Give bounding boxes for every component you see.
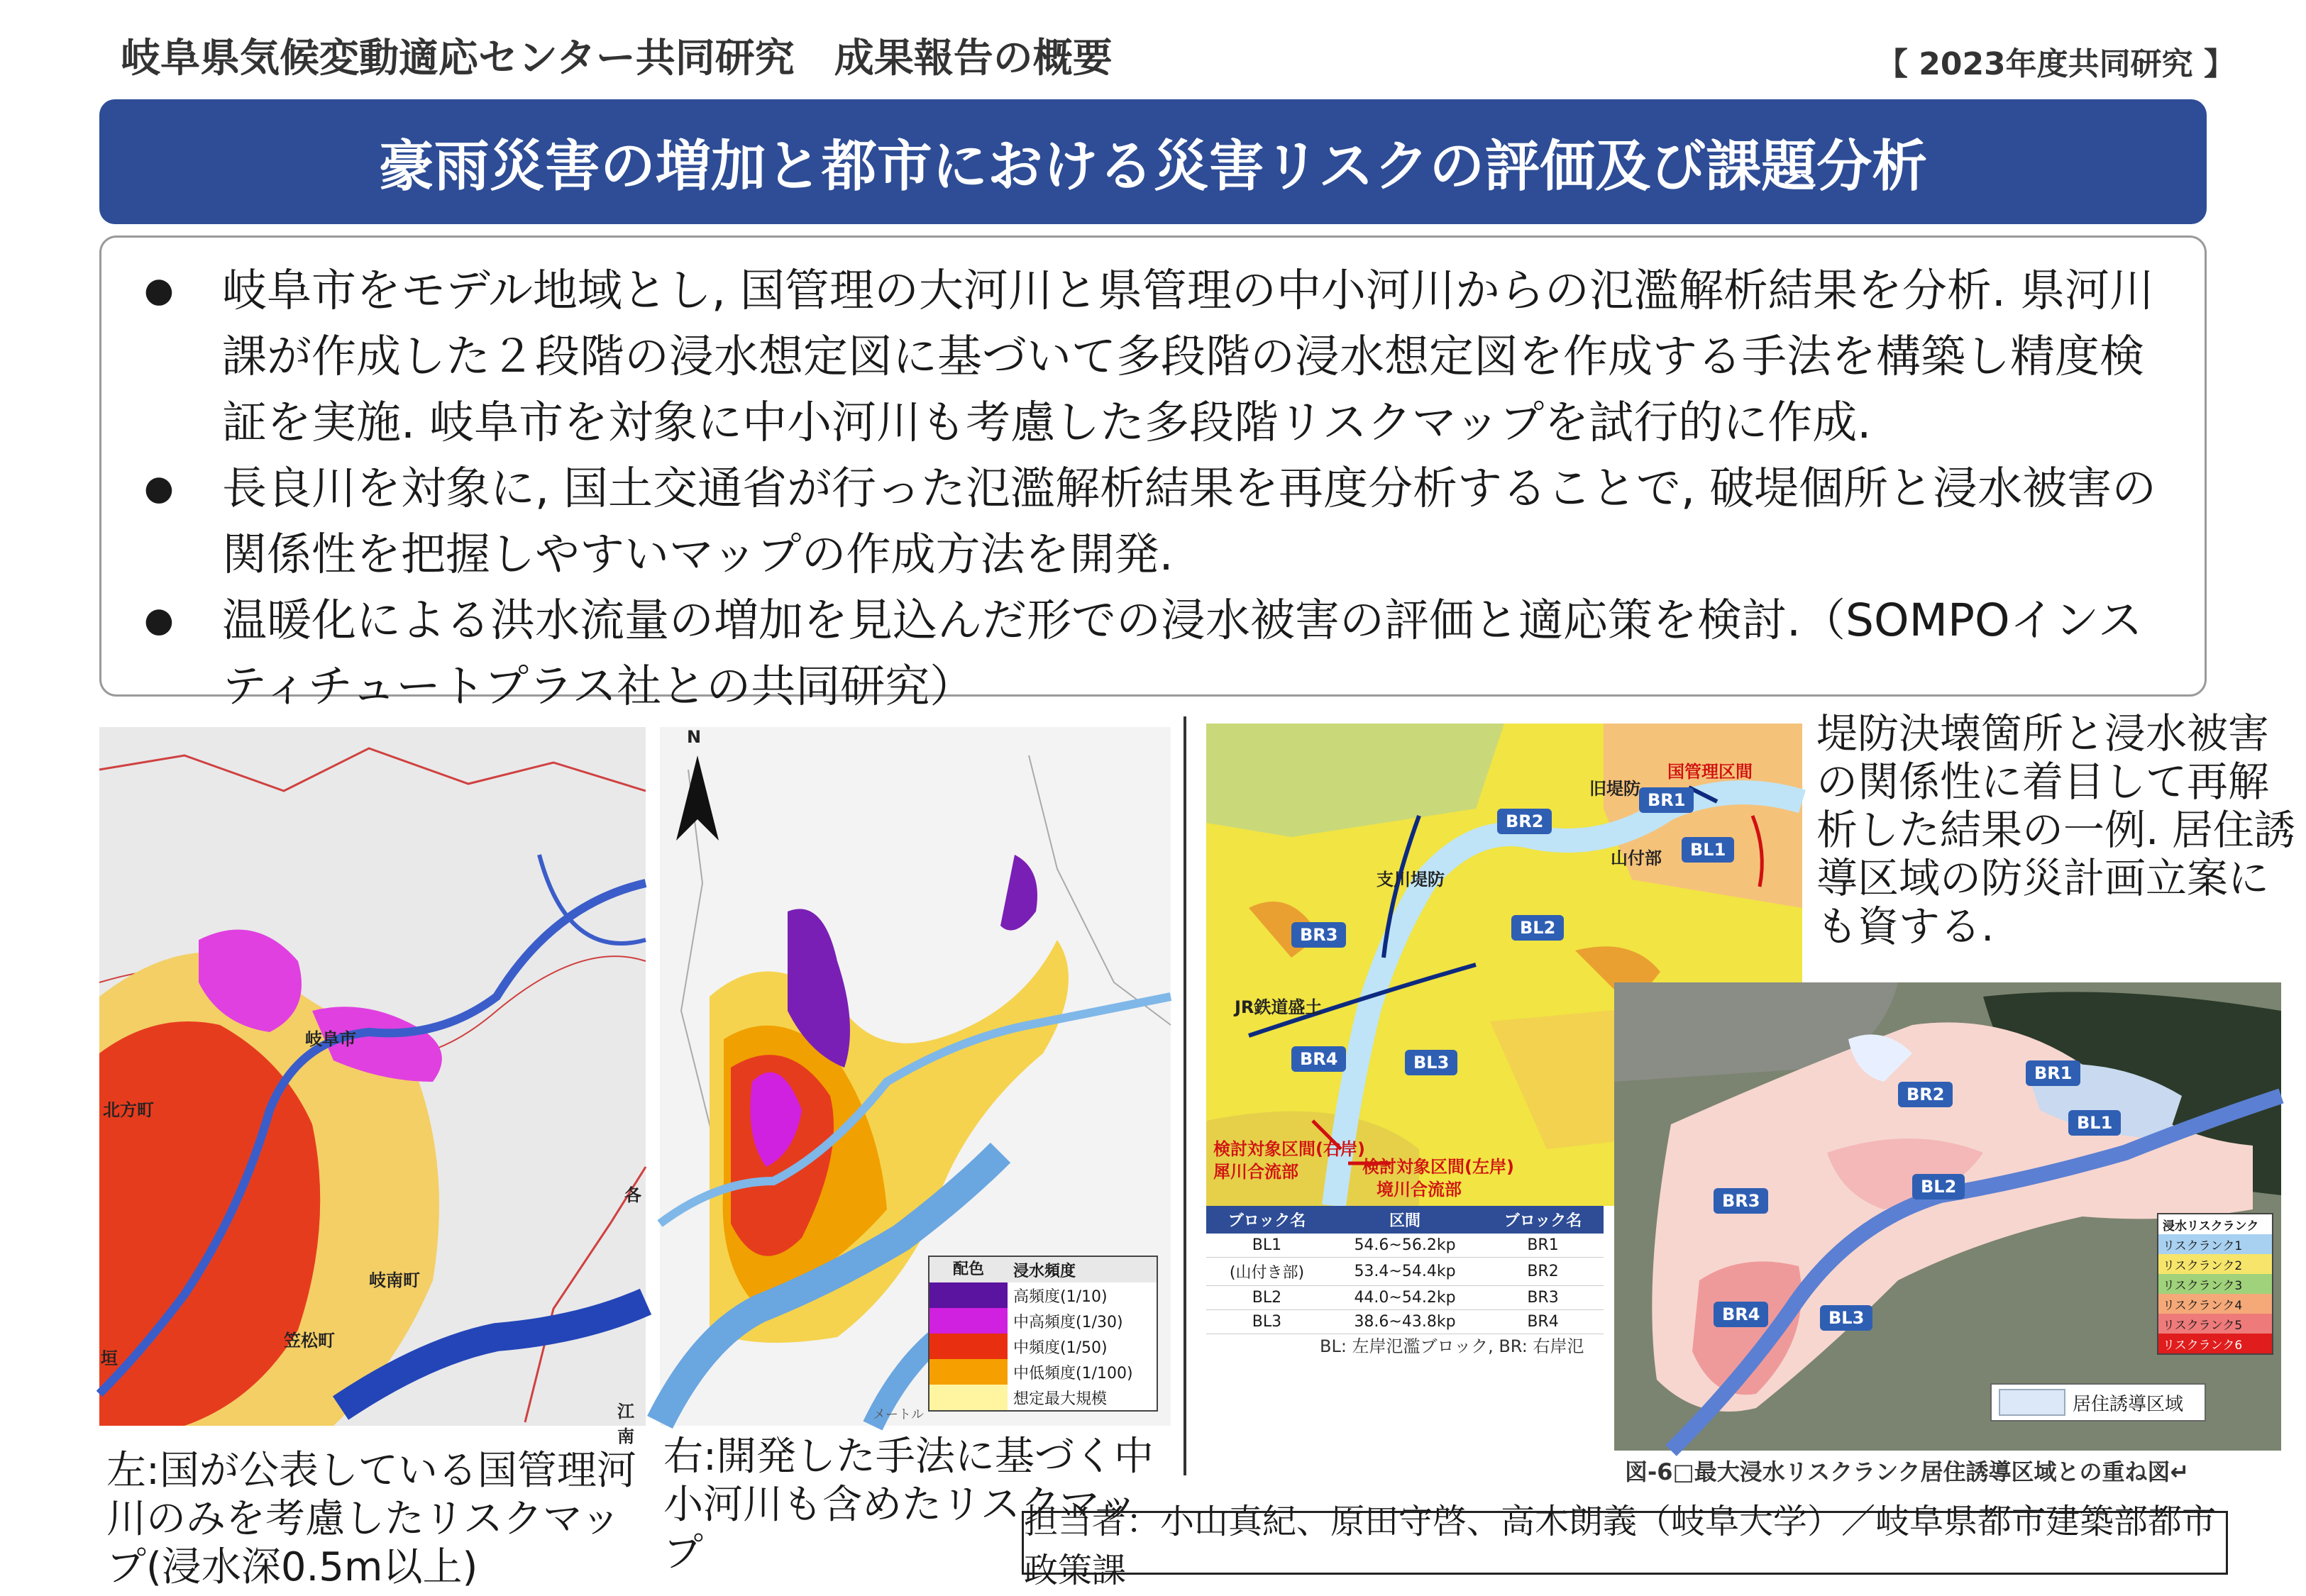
map-national-risk	[99, 727, 646, 1446]
map3-text-target-right: 検討対象区間(右岸)	[1213, 1139, 1365, 1159]
map1-label-kasamatsu: 笠松町	[284, 1331, 335, 1351]
bullet-text: 長良川を対象に, 国土交通省が行った氾濫解析結果を再度分析することで, 破堤個所と浸水被害の関係性を把握しやすいマップの作成方法を開発.	[222, 462, 2157, 580]
table-cell: BR4	[1482, 1310, 1604, 1334]
map1-label-konan: 江南	[617, 1402, 634, 1446]
block-label-bl1: BL1	[1682, 837, 1734, 863]
legend-label: 中頻度(1/50)	[1013, 1339, 1108, 1357]
map1-label-kaku: 各	[624, 1185, 641, 1205]
analysis-note: 堤防決壊箇所と浸水被害の関係性に着目して再解析した結果の一例. 居住誘導区域の防災計画立案にも資する.	[1816, 709, 2295, 951]
risk-legend-row: リスクランク4	[2158, 1294, 2272, 1314]
legend-row	[929, 1308, 1157, 1334]
table-row	[1206, 1258, 1604, 1286]
risk-legend-row: リスクランク3	[2158, 1274, 2272, 1294]
table-header-cell: 区間	[1328, 1206, 1482, 1234]
map1-graphic	[99, 727, 646, 1426]
legend-swatch	[929, 1385, 1008, 1410]
map3-text-sai-confluence: 犀川合流部	[1213, 1162, 1298, 1182]
map1-label-kitagata: 北方町	[103, 1100, 154, 1120]
header-year-badge: 【 2023年度共同研究 】	[1876, 46, 2235, 82]
map3-text-national-section: 国管理区間	[1667, 762, 1753, 782]
legend-swatch	[929, 1308, 1008, 1334]
legend-row	[929, 1282, 1157, 1308]
overlay-block-bl1: BL1	[2068, 1110, 2121, 1136]
legend-row	[929, 1385, 1157, 1410]
scale-label: メートル	[873, 1407, 924, 1422]
map2-caption: 右:開発した手法に基づく中小河川も含めたリスクマップ	[663, 1434, 1154, 1576]
main-title: 豪雨災害の増加と都市における災害リスクの評価及び課題分析	[378, 135, 1928, 199]
risk-legend-row: リスクランク6	[2158, 1334, 2272, 1353]
table-cell: BR2	[1482, 1258, 1604, 1286]
block-table	[1206, 1206, 1604, 1334]
bullet-item	[130, 587, 2162, 719]
risk-legend-title: 浸水リスクランク	[2163, 1219, 2259, 1234]
map3-text-jr-embankment: JR鉄道盛土	[1235, 997, 1323, 1017]
table-header-cell: ブロック名	[1206, 1206, 1328, 1234]
risk-legend-row: リスクランク5	[2158, 1314, 2272, 1334]
block-label-bl3: BL3	[1405, 1050, 1457, 1075]
table-cell: 44.0~54.2kp	[1328, 1286, 1482, 1310]
map1-label-gifu: 岐阜市	[305, 1029, 356, 1049]
title-banner	[99, 99, 2207, 224]
table-cell: 38.6~43.8kp	[1328, 1310, 1482, 1334]
map1-label-kaki: 垣	[101, 1348, 118, 1368]
table-cell: BL2	[1206, 1286, 1328, 1310]
legend-header	[929, 1257, 1157, 1282]
overlay-block-br2: BR2	[1898, 1082, 1953, 1107]
overlay-block-bl3: BL3	[1820, 1305, 1872, 1331]
bullet-text: 温暖化による洪水流量の増加を見込んだ形での浸水被害の評価と適応策を検討.（SOMPOインスティチュートプラス社との共同研究）	[222, 594, 2143, 712]
north-label: N	[687, 727, 702, 747]
summary-box	[99, 235, 2207, 712]
risk-legend-row: リスクランク1	[2158, 1234, 2272, 1254]
legend-label: 中低頻度(1/100)	[1013, 1364, 1133, 1382]
bullet-item	[130, 455, 2162, 587]
overlay-block-br4: BR4	[1714, 1302, 1768, 1327]
table-row	[1206, 1310, 1604, 1334]
legend-header-color: 配色	[952, 1260, 984, 1278]
table-cell: BR1	[1482, 1234, 1604, 1258]
legend-header-frequency: 浸水頻度	[1013, 1262, 1076, 1280]
legend-swatch	[929, 1334, 1008, 1359]
bullet-item	[130, 257, 2162, 455]
legend-label: 中高頻度(1/30)	[1013, 1313, 1123, 1331]
overlay-block-br1: BR1	[2026, 1060, 2080, 1086]
map3-text-sakai-confluence: 境川合流部	[1377, 1180, 1462, 1199]
map1-label-ginan: 岐南町	[369, 1270, 420, 1290]
bullet-text: 岐阜市をモデル地域とし, 国管理の大河川と県管理の中小河川からの氾濫解析結果を分析. 県河川課が作成した２段階の浸水想定図に基づいて多段階の浸水想定図を作成する手法を構築し精度検証を実施. 岐阜市を対象に中小河川も考慮した多段階リスクマップを試行的に作成.	[222, 265, 2154, 448]
table-cell: BL1	[1206, 1234, 1328, 1258]
residential-area-swatch	[1999, 1389, 2065, 1416]
map1-caption: 左:国が公表している国管理河川のみを考慮したリスクマップ(浸水深0.5m以上)	[106, 1448, 636, 1590]
table-header-cell: ブロック名	[1482, 1206, 1604, 1234]
residential-area-label: 居住誘導区域	[2073, 1393, 2184, 1415]
risk-rank-legend	[2157, 1213, 2273, 1355]
table-row	[1206, 1234, 1604, 1258]
header-title: 岐阜県気候変動適応センター共同研究 成果報告の概要	[121, 35, 1113, 82]
map-developed-risk	[660, 727, 1171, 1426]
risk-legend-row: リスクランク2	[2158, 1254, 2272, 1274]
bullet-dot-icon: ●	[144, 468, 174, 508]
table-row	[1206, 1286, 1604, 1310]
contact-box	[1022, 1502, 2228, 1590]
legend-swatch	[929, 1359, 1008, 1385]
table-cell: (山付き部)	[1206, 1258, 1328, 1286]
table-cell: 53.4~54.4kp	[1328, 1258, 1482, 1286]
residential-area-legend	[1990, 1383, 2206, 1422]
map3-text-tributary-levee: 支川堤防	[1377, 870, 1445, 890]
overlay-block-bl2: BL2	[1912, 1174, 1965, 1199]
map3-text-target-left: 検討対象区間(左岸)	[1362, 1157, 1514, 1177]
panel-divider	[1184, 716, 1186, 1475]
map3-text-yamatsuki: 山付部	[1611, 848, 1662, 868]
legend-label: 想定最大規模	[1013, 1390, 1108, 1408]
table-cell: BL3	[1206, 1310, 1328, 1334]
legend-label: 高頻度(1/10)	[1013, 1287, 1108, 1306]
legend-row	[929, 1334, 1157, 1359]
overlay-block-br3: BR3	[1714, 1188, 1768, 1214]
map2-legend	[928, 1256, 1158, 1412]
block-label-br1: BR1	[1639, 787, 1694, 813]
table-header-row	[1206, 1206, 1604, 1234]
block-label-br2: BR2	[1497, 809, 1552, 834]
block-label-br4: BR4	[1291, 1046, 1346, 1072]
table-cell: BR3	[1482, 1286, 1604, 1310]
legend-swatch	[929, 1282, 1008, 1308]
map3-text-old-levee: 旧堤防	[1589, 779, 1640, 799]
bullet-dot-icon: ●	[144, 600, 174, 640]
table-cell: 54.6~56.2kp	[1328, 1234, 1482, 1258]
table-footnote: BL: 左岸氾濫ブロック, BR: 右岸氾	[1320, 1336, 1584, 1356]
block-label-bl2: BL2	[1511, 915, 1564, 941]
map-risk-rank-overlay	[1614, 982, 2281, 1451]
figure-caption: 図-6□最大浸水リスクランク居住誘導区域との重ね図↵	[1625, 1458, 2190, 1485]
north-arrow-icon	[673, 734, 722, 848]
contact-text: 担当者：小山真紀、原田守啓、高木朗義（岐阜大学）／岐阜県都市建築部都市政策課	[1024, 1502, 2217, 1590]
block-label-br3: BR3	[1291, 922, 1346, 948]
legend-row	[929, 1359, 1157, 1385]
bullet-dot-icon: ●	[144, 270, 174, 310]
